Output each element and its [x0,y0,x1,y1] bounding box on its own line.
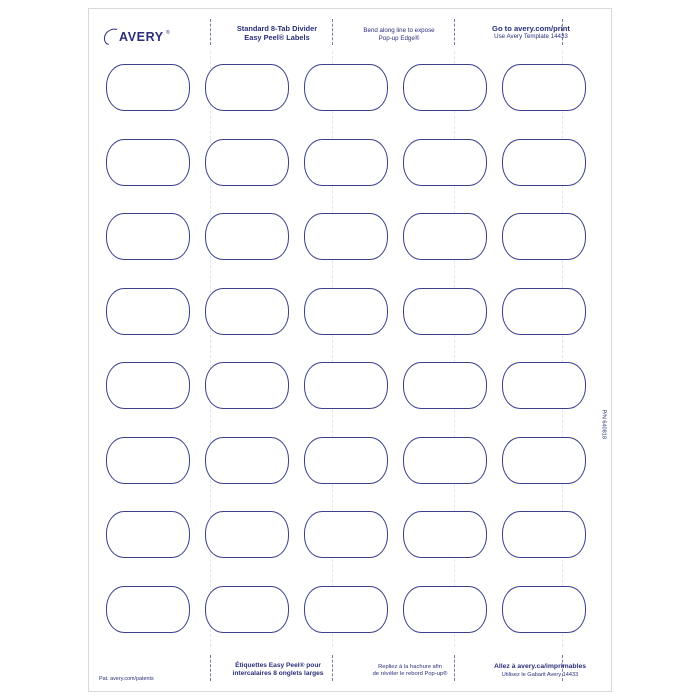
label-row [89,200,611,275]
label-cell[interactable] [403,437,487,484]
label-row [89,424,611,499]
label-grid [89,51,611,647]
footer-allez-text [473,663,607,679]
footer-allez-url: Allez à avery.ca/imprimables [493,662,587,670]
label-cell[interactable] [304,437,388,484]
footer-etiquettes-text [213,662,343,679]
label-cell[interactable] [106,64,190,111]
label-cell[interactable] [403,139,487,186]
label-cell[interactable] [304,586,388,633]
footer-patents-text [99,676,209,683]
footer-repliez-line1: Repliez à la hachure afin [378,663,442,670]
header-print-template: Use Avery Template 14433 [494,33,568,41]
label-sheet [88,8,612,692]
label-cell[interactable] [205,288,289,335]
header-bend-line1: Bend along line to expose [363,27,435,34]
label-row [89,349,611,424]
label-cell[interactable] [304,139,388,186]
sheet-header [89,9,611,51]
header-divider-line2: Easy Peel® Labels [244,33,310,43]
label-row [89,498,611,573]
header-print-url: Go to avery.com/print [492,24,570,33]
label-row [89,126,611,201]
footer-allez-template: Utilisez le Gabarit Avery 14433 [501,671,579,678]
avery-wordmark: AVERY [119,30,164,44]
label-cell[interactable] [403,64,487,111]
label-row [89,573,611,648]
label-cell[interactable] [502,437,586,484]
footer-patents-line1: Pat. avery.com/patents [99,675,154,682]
label-cell[interactable] [205,586,289,633]
header-bend-line2: Pop-up Edge® [378,34,420,42]
label-cell[interactable] [304,288,388,335]
label-cell[interactable] [106,362,190,409]
label-cell[interactable] [403,362,487,409]
label-cell[interactable] [304,64,388,111]
footer-repliez-line2: de révéler le rebord Pop-up® [372,671,448,678]
avery-logo [103,29,169,49]
label-row [89,275,611,350]
header-divider-line1: Standard 8-Tab Divider [236,24,318,33]
header-divider-text [217,24,337,43]
label-cell[interactable] [205,511,289,558]
label-cell[interactable] [502,64,586,111]
label-cell[interactable] [502,213,586,260]
header-divider-line-1 [210,19,211,45]
label-cell[interactable] [205,139,289,186]
label-cell[interactable] [502,362,586,409]
header-print-text [461,24,601,41]
label-cell[interactable] [502,586,586,633]
footer-etiquettes-line1: Étiquettes Easy Peel® pour [235,661,321,669]
label-cell[interactable] [304,362,388,409]
label-cell[interactable] [502,288,586,335]
label-row [89,51,611,126]
avery-registered-mark: ® [166,30,170,36]
label-cell[interactable] [106,586,190,633]
footer-divider-line-1 [210,655,211,681]
label-cell[interactable] [106,511,190,558]
sheet-footer [89,645,611,691]
label-cell[interactable] [205,213,289,260]
label-cell[interactable] [205,64,289,111]
label-cell[interactable] [304,213,388,260]
label-cell[interactable] [502,511,586,558]
label-cell[interactable] [106,288,190,335]
label-cell[interactable] [106,213,190,260]
label-cell[interactable] [403,511,487,558]
label-cell[interactable] [205,437,289,484]
part-number: P/N 640818 [601,409,607,439]
label-cell[interactable] [403,213,487,260]
header-bend-text [339,27,459,43]
label-cell[interactable] [106,139,190,186]
label-cell[interactable] [205,362,289,409]
footer-repliez-text [345,664,475,679]
footer-etiquettes-line2: intercalaires 8 onglets larges [232,670,324,678]
label-cell[interactable] [106,437,190,484]
label-cell[interactable] [403,586,487,633]
label-cell[interactable] [502,139,586,186]
label-cell[interactable] [403,288,487,335]
label-cell[interactable] [304,511,388,558]
